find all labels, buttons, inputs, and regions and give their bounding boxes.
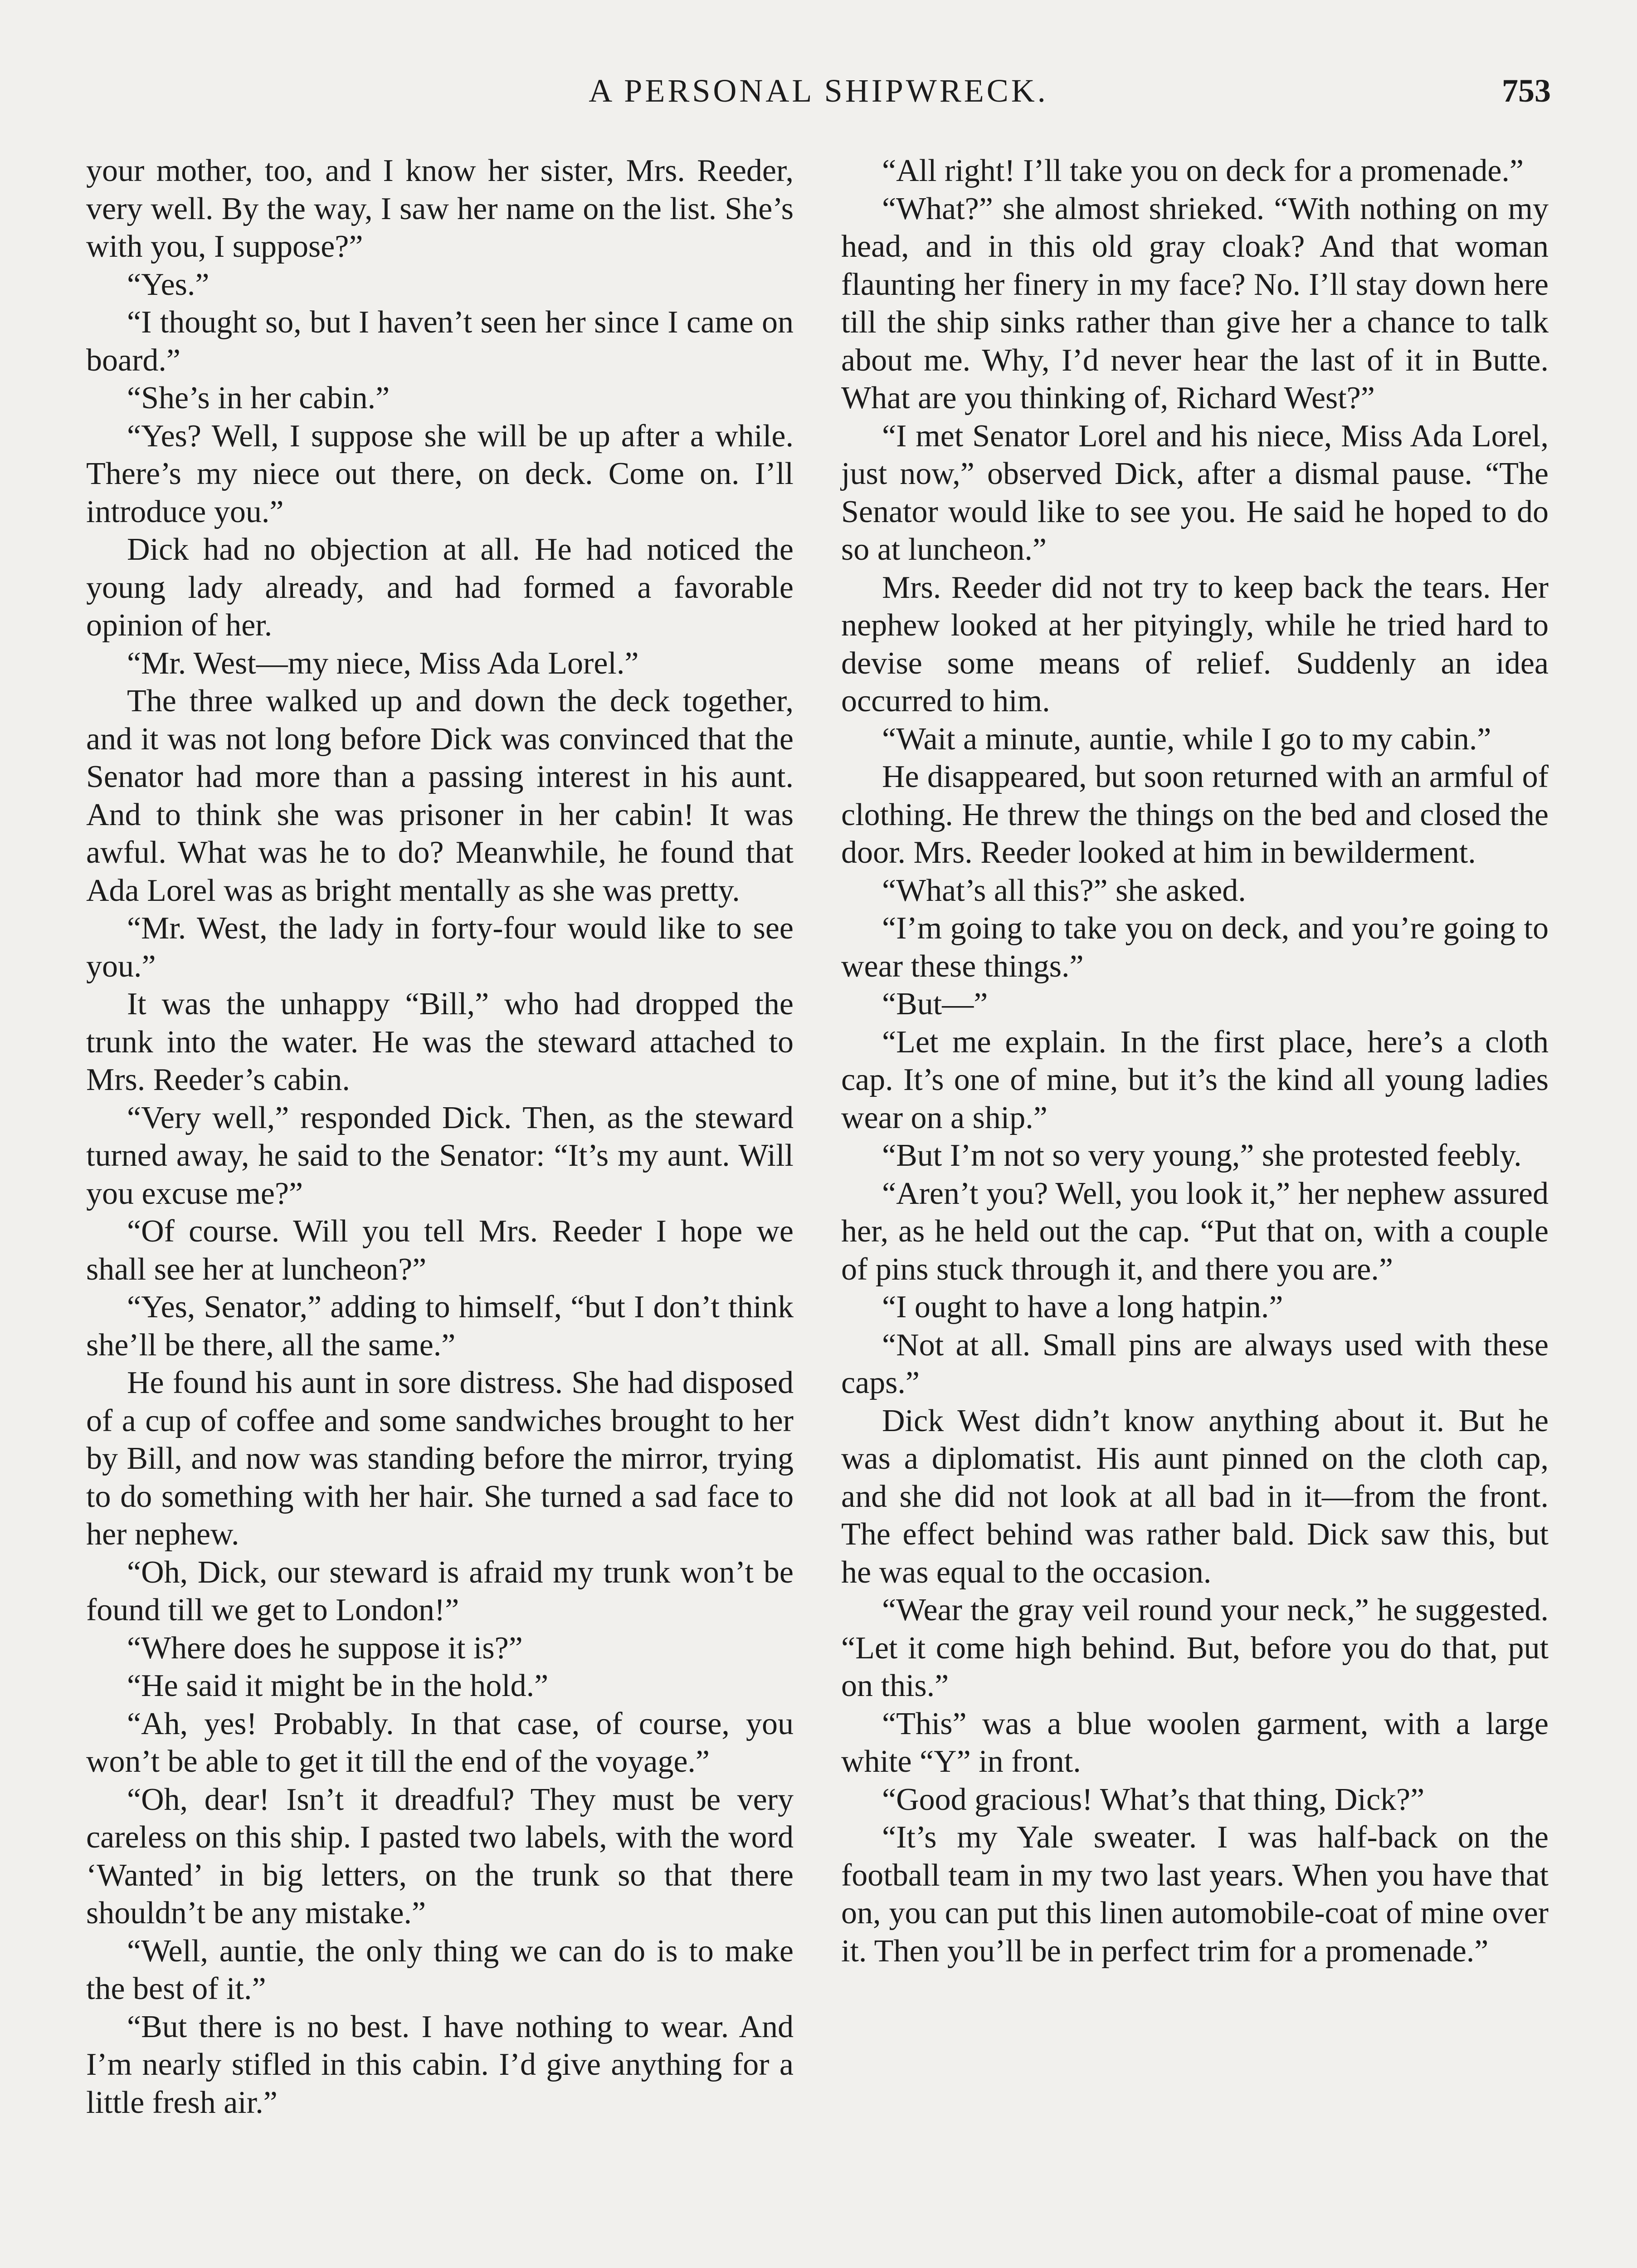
paragraph: “Very well,” responded Dick. Then, as the steward turned away, he said to the Senator: “It’s my aunt. Will you excuse me?”	[86, 1100, 794, 1211]
paragraph: “All right! I’ll take you on deck for a promenade.”	[882, 153, 1524, 188]
paragraph: “Yes.”	[127, 267, 209, 302]
paragraph: “What’s all this?” she asked.	[882, 873, 1246, 908]
paragraph: “Oh, dear! Isn’t it dreadful? They must be very careless on this ship. I pasted two labels, with the word ‘Wanted’ in big letters, on the trunk so that there shouldn’t be any mistake.”	[86, 1782, 794, 1931]
paragraph: “Well, auntie, the only thing we can do is to make the best of it.”	[86, 1933, 794, 2006]
paragraph: “Wait a minute, auntie, while I go to my cabin.”	[882, 721, 1491, 757]
left-text-column	[86, 152, 794, 2121]
paragraph: “It’s my Yale sweater. I was half-back on the football team in my two last years. When you have that on, you can put this linen automobile-coat of mine over it. Then you’ll be in perfect trim for a promenade.”	[841, 1820, 1549, 1969]
paragraph: “Where does he suppose it is?”	[127, 1630, 523, 1666]
paragraph: “Mr. West—my niece, Miss Ada Lorel.”	[127, 645, 639, 681]
running-title: A PERSONAL SHIPWRECK.	[589, 73, 1048, 109]
paragraph: “Mr. West, the lady in forty-four would like to see you.”	[86, 911, 794, 984]
paragraph: “This” was a blue woolen garment, with a large white “Y” in front.	[841, 1706, 1549, 1779]
paragraph: “I met Senator Lorel and his niece, Miss Ada Lorel, just now,” observed Dick, after a dismal pause. “The Senator would like to see you. He said he hoped to do so at luncheon.”	[841, 418, 1549, 567]
paragraph: “I thought so, but I haven’t seen her since I came on board.”	[86, 305, 794, 378]
paragraph: “I’m going to take you on deck, and you’re going to wear these things.”	[841, 911, 1549, 984]
paragraph: “Yes, Senator,” adding to himself, “but I don’t think she’ll be there, all the same.”	[86, 1290, 794, 1363]
paragraph: Dick had no objection at all. He had noticed the young lady already, and had formed a favorable opinion of her.	[86, 532, 794, 643]
page-header	[86, 64, 1551, 118]
right-text-column	[841, 152, 1549, 1970]
paragraph: “Aren’t you? Well, you look it,” her nephew assured her, as he held out the cap. “Put that on, with a couple of pins stuck through it, and there you are.”	[841, 1176, 1549, 1287]
paragraph: “Yes? Well, I suppose she will be up after a while. There’s my niece out there, on deck. Come on. I’ll introduce you.”	[86, 418, 794, 529]
paragraph: “But I’m not so very young,” she protested feebly.	[882, 1138, 1522, 1173]
paragraph: It was the unhappy “Bill,” who had dropped the trunk into the water. He was the steward attached to Mrs. Reeder’s cabin.	[86, 987, 794, 1097]
paragraph: The three walked up and down the deck together, and it was not long before Dick was convinced that the Senator had more than a passing interest in his aunt. And to think she was prisoner in her cabin! It was awful. What was he to do? Meanwhile, he found that Ada Lorel was as bright mentally as she was pretty.	[86, 684, 794, 908]
paragraph: Dick West didn’t know anything about it. But he was a diplomatist. His aunt pinned on the cloth cap, and she did not look at all bad in it—from the front. The effect behind was rather bald. Dick saw this, but he was equal to the occasion.	[841, 1403, 1549, 1590]
paragraph: “But—”	[882, 987, 988, 1022]
page-number: 753	[1502, 73, 1551, 109]
paragraph: He found his aunt in sore distress. She had disposed of a cup of coffee and some sandwiches brought to her by Bill, and now was standing before the mirror, trying to do something with her hair. She turned a sad face to her nephew.	[86, 1365, 794, 1552]
paragraph: your mother, too, and I know her sister, Mrs. Reeder, very well. By the way, I saw her name on the list. She’s with you, I suppose?”	[86, 153, 794, 264]
paragraph: “Wear the gray veil round your neck,” he suggested. “Let it come high behind. But, before you do that, put on this.”	[841, 1593, 1549, 1703]
paragraph: “Oh, Dick, our steward is afraid my trunk won’t be found till we get to London!”	[86, 1554, 794, 1628]
paragraph: He disappeared, but soon returned with an armful of clothing. He threw the things on the bed and closed the door. Mrs. Reeder looked at him in bewilderment.	[841, 759, 1549, 870]
paragraph: “He said it might be in the hold.”	[127, 1668, 549, 1703]
paragraph: “But there is no best. I have nothing to wear. And I’m nearly stifled in this cabin. I’d give anything for a little fresh air.”	[86, 2009, 794, 2120]
paragraph: “She’s in her cabin.”	[127, 381, 390, 415]
paragraph: “What?” she almost shrieked. “With nothing on my head, and in this old gray cloak? And that woman flaunting her finery in my face? No. I’ll stay down here till the ship sinks rather than give her a chance to talk about me. Why, I’d never hear the last of it in Butte. What are you thinking of, Richard West?”	[841, 191, 1549, 415]
paragraph: “I ought to have a long hatpin.”	[882, 1290, 1283, 1325]
paragraph: “Ah, yes! Probably. In that case, of course, you won’t be able to get it till the end of the voyage.”	[86, 1706, 794, 1779]
paragraph: “Good gracious! What’s that thing, Dick?”	[882, 1782, 1425, 1817]
paragraph: Mrs. Reeder did not try to keep back the tears. Her nephew looked at her pityingly, while he tried hard to devise some means of relief. Suddenly an idea occurred to him.	[841, 570, 1549, 719]
paragraph: “Of course. Will you tell Mrs. Reeder I hope we shall see her at luncheon?”	[86, 1214, 794, 1287]
paragraph: “Not at all. Small pins are always used with these caps.”	[841, 1327, 1549, 1400]
paragraph: “Let me explain. In the first place, here’s a cloth cap. It’s one of mine, but it’s the kind all young ladies wear on a ship.”	[841, 1024, 1549, 1135]
